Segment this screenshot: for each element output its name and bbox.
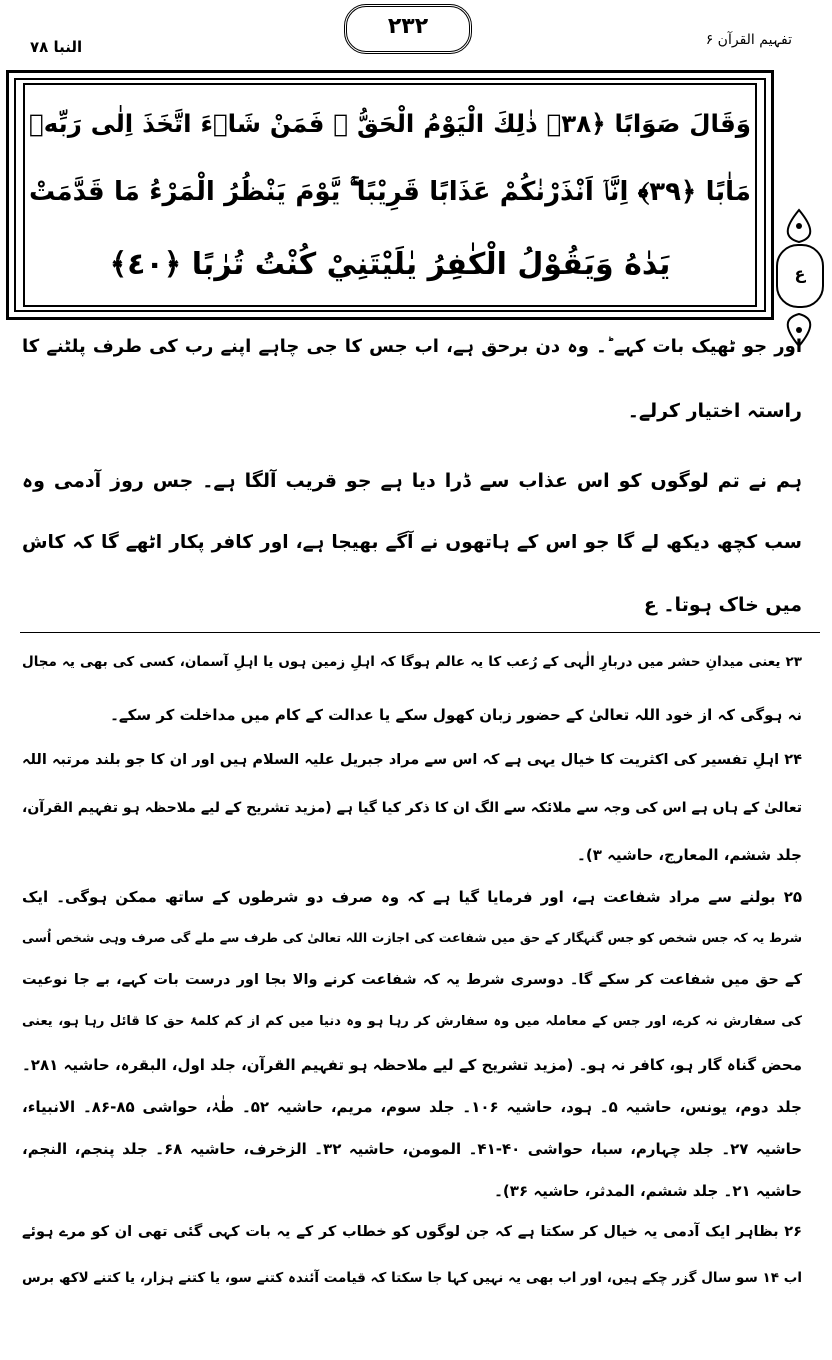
footnote-line: نہ ہوگی کہ از خود اللہ تعالیٰ کے حضور زبان کھول سکے یا عدالت کے کام میں مداخلت کر سکے۔	[110, 706, 802, 724]
footnote-line: ۲۵ بولنے سے مراد شفاعت ہے، اور فرمایا گیا ہے کہ وہ صرف دو شرطوں کے ساتھ ممکن ہوگی۔ ایک	[22, 888, 802, 906]
ayah-line-2: مَاٰبًا ﴿٣٩﴾ اِنَّاۤ اَنْذَرْنٰكُمْ عَذَابًا قَرِيْبًا ۚۖ يَّوْمَ يَنْظُرُ الْمَرْءُ مَا قَدَّمَتْ	[29, 177, 752, 207]
footnote-line: محض گناہ گار ہو، کافر نہ ہو۔ (مزید تشریح کے لیے ملاحظہ ہو تفہیم القرآن، جلد اول، البقرہ، حاشیہ ۲۸۱۔	[22, 1056, 802, 1074]
footnote-line: حاشیہ ۲۷۔ جلد چہارم، سبا، حواشی ۴۰-۴۱۔ المومن، حاشیہ ۳۲۔ الزخرف، حاشیہ ۶۸۔ جلد پنجم، النجم،	[22, 1140, 803, 1158]
surah-reference: النبا ٧٨	[30, 38, 83, 56]
footnote-line: ۲۶ بظاہر ایک آدمی یہ خیال کر سکتا ہے کہ جن لوگوں کو خطاب کر کے یہ بات کہی گئی تھی ان کو مرے ہوئے	[22, 1224, 802, 1240]
footnote-line: ۲۴ اہلِ تفسیر کی اکثریت کا خیال یہی ہے کہ اس سے مراد جبریل علیہ السلام ہیں اور ان کا جو بلند مرتبہ اللہ	[22, 752, 802, 768]
footnote-line: جلد ششم، المعارج، حاشیہ ۳)۔	[577, 846, 802, 864]
footnote-line: اب ۱۴ سو سال گزر چکے ہیں، اور اب بھی یہ نہیں کہا جا سکتا کہ قیامت آئندہ کتنے سو، یا کتنے ہزار، یا کتنے لاکھ برس	[22, 1270, 802, 1286]
translation-line-5: میں خاک ہوتا۔ ع	[643, 594, 802, 616]
translation-line-2: راستہ اختیار کرلے۔	[627, 400, 802, 422]
translation-line-3: ہم نے تم لوگوں کو اس عذاب سے ڈرا دیا ہے جو قریب آلگا ہے۔ جس روز آدمی وہ	[22, 470, 802, 492]
footnote-line: حاشیہ ۲۱۔ جلد ششم، المدثر، حاشیہ ۳۶)۔	[494, 1182, 802, 1200]
ayat-frame	[6, 70, 774, 320]
page-header	[0, 0, 832, 62]
footnote-line: تعالیٰ کے ہاں ہے اس کی وجہ سے ملائکہ سے الگ ان کا ذکر کیا گیا ہے (مزید تشریح کے لیے ملاحظہ ہو تفہیم القرآن،	[22, 800, 802, 816]
translation-line-4: سب کچھ دیکھ لے گا جو اس کے ہاتھوں نے آگے بھیجا ہے، اور کافر پکار اٹھے گا کہ کاش	[22, 532, 802, 553]
translation-line-1: اور جو ٹھیک بات کہے ؕ۔ وہ دن برحق ہے، اب جس کا جی چاہے اپنے رب کی طرف پلٹنے کا	[22, 336, 802, 357]
ayah-line-1: وَقَالَ صَوَابًا ﴿٣٨﴾ ذٰلِكَ الْيَوْمُ الْحَقُّ ۚ فَمَنْ شَاۤءَ اتَّخَذَ اِلٰى رَبِّهٖ	[29, 109, 751, 138]
section-divider	[20, 632, 820, 633]
footnote-line: جلد دوم، یونس، حاشیہ ۵۔ ہود، حاشیہ ۱۰۶۔ جلد سوم، مریم، حاشیہ ۵۲۔ طٰہٰ، حواشی ۸۵-۸۶۔ الانبیاء،	[22, 1098, 802, 1116]
footnote-line: شرط یہ کہ جس شخص کو جس گنہگار کے حق میں شفاعت کی اجازت اللہ تعالیٰ کی طرف سے ملے گی صرف وہی شخص اُسی	[22, 930, 802, 945]
ruku-ornament	[774, 208, 824, 348]
footnote-line: کی سفارش نہ کرے، اور جس کے معاملہ میں وہ سفارش کر رہا ہو وہ دنیا میں کم از کم کلمۂ حق کا قائل رہا ہو، یعنی	[22, 1014, 802, 1029]
book-title: تفہیم القرآن ۶	[705, 32, 792, 48]
page-number: ٢٣٢	[344, 4, 472, 54]
footnote-line: ۲۳ یعنی میدانِ حشر میں دربارِ الٰہی کے رُعب کا یہ عالم ہوگا کہ اہلِ زمین ہوں یا اہلِ آسمان، کسی کی بھی یہ مجال	[22, 654, 802, 670]
ayah-line-3: يَدٰهُ وَيَقُوْلُ الْكٰفِرُ يٰلَيْتَنِيْ كُنْتُ تُرٰبًا ﴿٤٠﴾	[109, 247, 671, 282]
ruku-mark: ع	[776, 244, 824, 308]
footnote-line: کے حق میں شفاعت کر سکے گا۔ دوسری شرط یہ کہ شفاعت کرنے والا بجا اور درست بات کہے، بے جا نوعیت	[22, 972, 802, 988]
